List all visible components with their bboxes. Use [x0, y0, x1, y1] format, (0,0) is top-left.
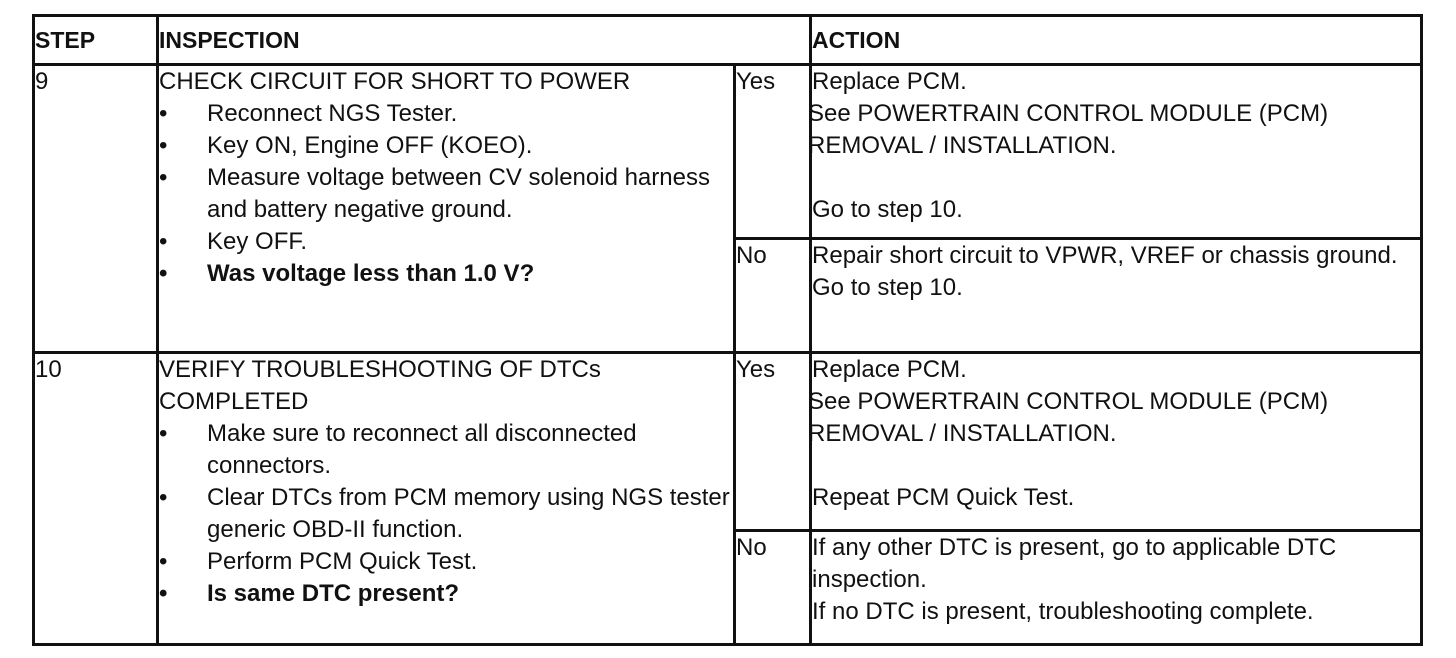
step-header: STEP: [34, 16, 158, 65]
no-label: No: [735, 531, 811, 645]
inspection-cell: [158, 65, 735, 353]
action-line: See POWERTRAIN CONTROL MODULE (PCM): [808, 100, 1329, 127]
inspection-header: INSPECTION: [158, 16, 811, 65]
no-action-cell: [811, 531, 1422, 645]
action-line: Replace PCM.: [812, 356, 967, 383]
spacer: [812, 162, 1420, 194]
action-line: If no DTC is present, troubleshooting complete.: [812, 598, 1314, 625]
action-header: ACTION: [811, 16, 1422, 65]
step-9-yes-row: [34, 65, 1422, 239]
action-line: Go to step 10.: [812, 196, 963, 223]
inspection-item: • Perform PCM Quick Test.: [159, 546, 733, 578]
inspection-title: VERIFY TROUBLESHOOTING OF DTCs COMPLETED: [159, 356, 601, 415]
inspection-item: • Key OFF.: [159, 226, 733, 258]
spacer: [812, 450, 1420, 482]
header-row: [34, 16, 1422, 65]
no-label: No: [735, 239, 811, 353]
yes-action-cell: [808, 65, 1422, 239]
step-10-yes-row: [34, 353, 1422, 531]
inspection-item: • Key ON, Engine OFF (KOEO).: [159, 130, 733, 162]
action-line: Repeat PCM Quick Test.: [812, 484, 1075, 511]
action-line: REMOVAL / INSTALLATION.: [808, 132, 1117, 159]
step-number: 9: [34, 65, 158, 353]
action-line: Repair short circuit to VPWR, VREF or chassis ground.: [812, 242, 1398, 269]
inspection-question: • Is same DTC present?: [159, 578, 733, 610]
inspection-question: • Was voltage less than 1.0 V?: [159, 258, 733, 290]
action-line: If any other DTC is present, go to applicable DTC inspection.: [812, 534, 1337, 593]
action-line: See POWERTRAIN CONTROL MODULE (PCM): [808, 388, 1329, 415]
diagnostic-table: [32, 14, 1423, 646]
inspection-list: [159, 418, 733, 610]
inspection-item: • Make sure to reconnect all disconnected connectors.: [159, 418, 733, 482]
yes-label: Yes: [735, 65, 811, 239]
inspection-item: • Reconnect NGS Tester.: [159, 98, 733, 130]
inspection-list: [159, 98, 733, 290]
yes-action-cell: [808, 353, 1422, 531]
inspection-item: • Measure voltage between CV solenoid harness and battery negative ground.: [159, 162, 733, 226]
inspection-cell: [158, 353, 735, 645]
no-action-cell: [811, 239, 1422, 353]
action-line: REMOVAL / INSTALLATION.: [808, 420, 1117, 447]
yes-label: Yes: [735, 353, 811, 531]
action-line: Replace PCM.: [812, 68, 967, 95]
step-number: 10: [34, 353, 158, 645]
inspection-title: CHECK CIRCUIT FOR SHORT TO POWER: [159, 68, 631, 95]
inspection-item: • Clear DTCs from PCM memory using NGS tester generic OBD-II function.: [159, 482, 733, 546]
action-line: Go to step 10.: [812, 274, 963, 301]
